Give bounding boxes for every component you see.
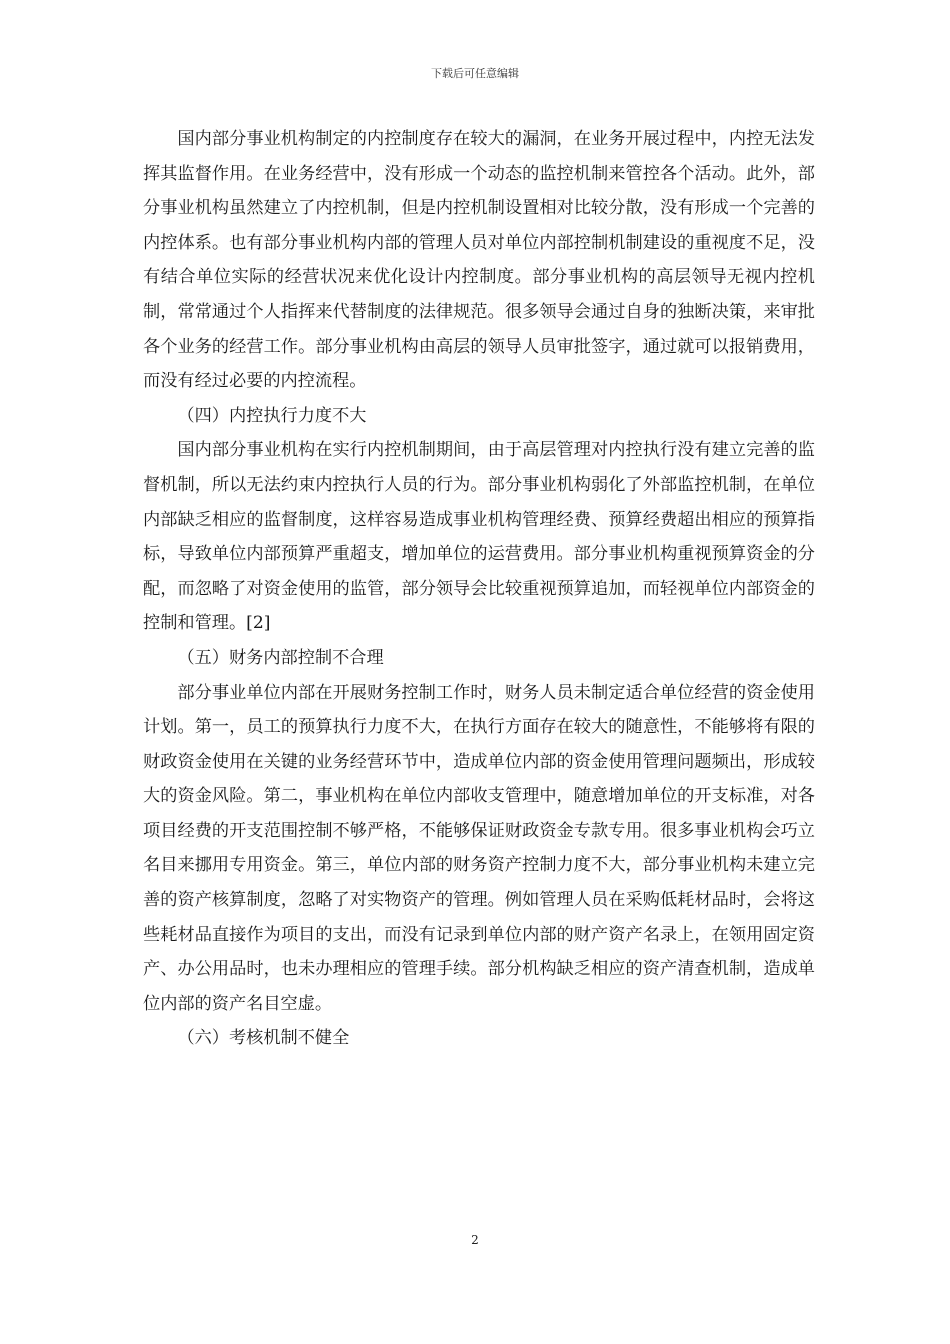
paragraph-financial-control: 部分事业单位内部在开展财务控制工作时，财务人员未制定适合单位经营的资金使用计划。第一，员工的预算执行力度不大，在执行方面存在较大的随意性，不能够将有限的财政资金使用在关键的业务经营环节中，造成单位内部的资金使用管理问题频出，形成较大的资金风险。第二，事业机构在单位内部收支管理中，随意增加单位的开支标准，对各项目经费的开支范围控制不够严格，不能够保证财政资金专款专用。很多事业机构会巧立名目来挪用专用资金。第三，单位内部的财务资产控制力度不大，部分事业机构未建立完善的资产核算制度，忽略了对实物资产的管理。例如管理人员在采购低耗材品时，会将这些耗材品直接作为项目的支出，而没有记录到单位内部的财产资产名录上，在领用固定资产、办公用品时，也未办理相应的管理手续。部分机构缺乏相应的资产清查机制，造成单位内部的资产名目空虚。 [143,682,815,1014]
section-heading-6: （六）考核机制不健全 [177,1028,350,1049]
page-header: 下载后可任意编辑 [431,67,519,80]
document-body [143,122,815,1056]
section-heading-5: （五）财务内部控制不合理 [177,647,384,668]
paragraph-internal-control-loopholes: 国内部分事业机构制定的内控制度存在较大的漏洞，在业务开展过程中，内控无法发挥其监督作用。在业务经营中，没有形成一个动态的监控机制来管控各个活动。此外，部分事业机构虽然建立了内控机制，但是内控机制设置相对比较分散，没有形成一个完善的内控体系。也有部分事业机构内部的管理人员对单位内部控制机制建设的重视度不足，没有结合单位实际的经营状况来优化设计内控制度。部分事业机构的高层领导无视内控机制，常常通过个人指挥来代替制度的法律规范。很多领导会通过自身的独断决策，来审批各个业务的经营工作。部分事业机构由高层的领导人员审批签字，通过就可以报销费用，而没有经过必要的内控流程。 [143,129,815,392]
section-heading-4: （四）内控执行力度不大 [177,405,367,426]
paragraph-weak-enforcement: 国内部分事业机构在实行内控机制期间，由于高层管理对内控执行没有建立完善的监督机制，所以无法约束内控执行人员的行为。部分事业机构弱化了外部监控机制，在单位内部缺乏相应的监督制度，这样容易造成事业机构管理经费、预算经费超出相应的预算指标，导致单位内部预算严重超支，增加单位的运营费用。部分事业机构重视预算资金的分配，而忽略了对资金使用的监管，部分领导会比较重视预算追加，而轻视单位内部资金的控制和管理。[2] [143,440,815,634]
page-number: 2 [471,1233,479,1247]
